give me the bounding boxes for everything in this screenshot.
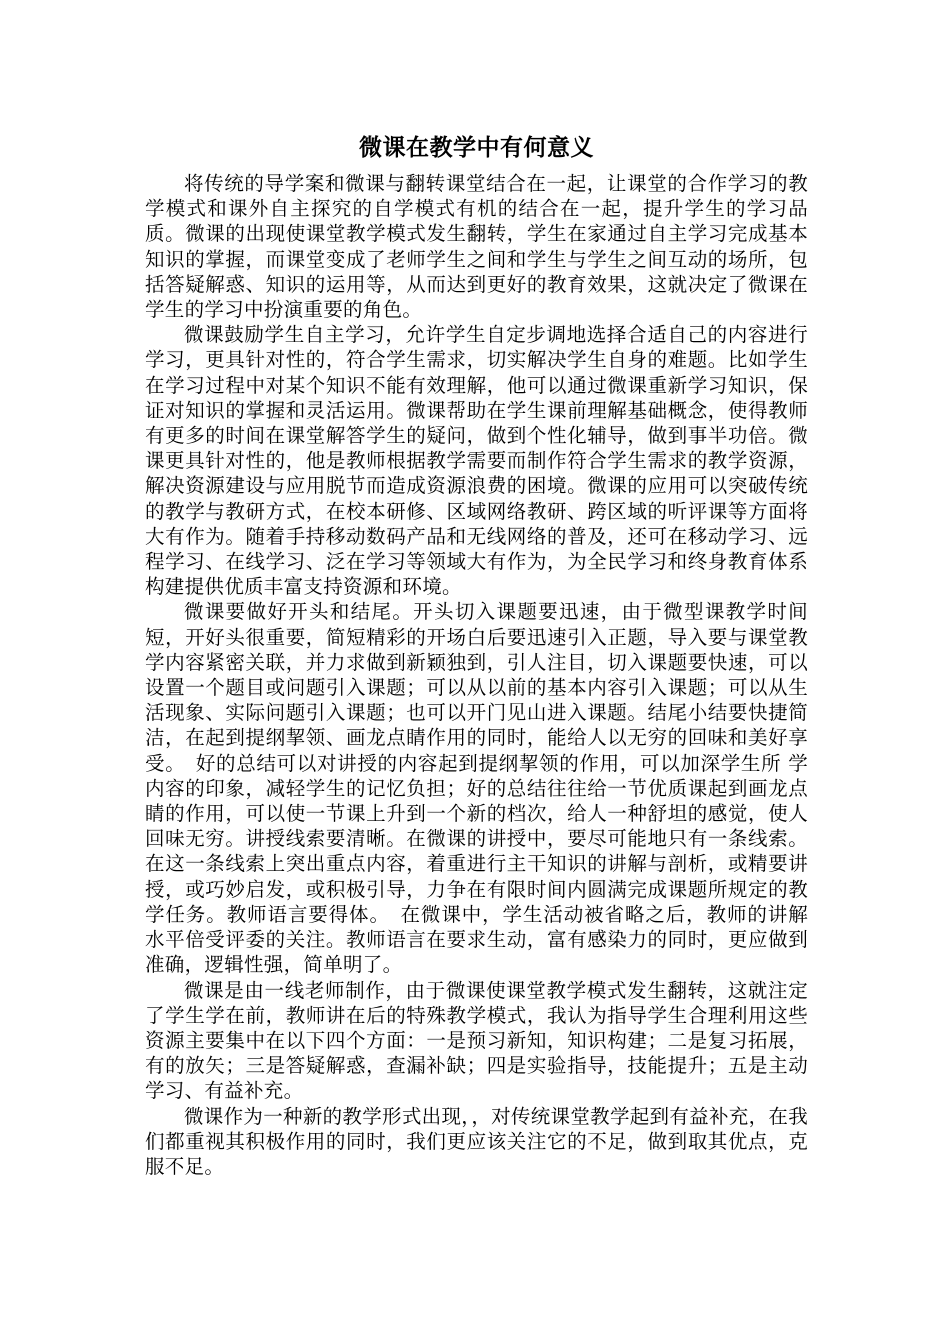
document-page [145,132,808,1179]
paragraph-1: 将传统的导学案和微课与翻转课堂结合在一起，让课堂的合作学习的教学模式和课外自主探究的自学模式有机的结合在一起，提升学生的学习品质。微课的出现使课堂教学模式发生翻转，学生在家通过自主学习完成基本知识的掌握，而课堂变成了老师学生之间和学生与学生之间互动的场所，包括答疑解惑、知识的运用等，从而达到更好的教育效果，这就决定了微课在学生的学习中扮演重要的角色。 [145,172,808,322]
paragraph-4: 微课是由一线老师制作，由于微课使课堂教学模式发生翻转，这就注定了学生学在前，教师讲在后的特殊教学模式，我认为指导学生合理利用这些资源主要集中在以下四个方面：一是预习新知，知识构建；二是复习拓展，有的放矢；三是答疑解惑，查漏补缺；四是实验指导，技能提升；五是主动学习、有益补充。 [145,978,808,1103]
paragraph-2: 微课鼓励学生自主学习，允许学生自定步调地选择合适自己的内容进行学习，更具针对性的，符合学生需求，切实解决学生自身的难题。比如学生在学习过程中对某个知识不能有效理解，他可以通过微课重新学习知识，保证对知识的掌握和灵活运用。微课帮助在学生课前理解基础概念，使得教师有更多的时间在课堂解答学生的疑问，做到个性化辅导，做到事半功倍。微课更具针对性的，他是教师根据教学需要而制作符合学生需求的教学资源，解决资源建设与应用脱节而造成资源浪费的困境。微课的应用可以突破传统的教学与教研方式，在校本研修、区域网络教研、跨区域的听评课等方面将大有作为。随着手持移动数码产品和无线网络的普及，还可在移动学习、远程学习、在线学习、泛在学习等领域大有作为，为全民学习和终身教育体系构建提供优质丰富支持资源和环境。 [145,323,808,599]
paragraph-5: 微课作为一种新的教学形式出现，，对传统课堂教学起到有益补充，在我们都重视其积极作用的同时，我们更应该关注它的不足，做到取其优点，克服不足。 [145,1104,808,1178]
paragraph-3: 微课要做好开头和结尾。开头切入课题要迅速，由于微型课教学时间短，开好头很重要，简短精彩的开场白后要迅速引入正题，导入要与课堂教学内容紧密关联，并力求做到新颖独到，引人注目，切入课题要快速，可以设置一个题目或问题引入课题；可以从以前的基本内容引入课题；可以从生活现象、实际问题引入课题；也可以开门见山进入课题。结尾小结要快捷简洁，在起到提纲挈领、画龙点睛作用的同时，能给人以无穷的回味和美好享受。 好的总结可以对讲授的内容起到提纲挈领的作用，可以加深学生所 学内容的印象，减轻学生的记忆负担；好的总结往往给一节优质课起到画龙点睛的作用，可以使一节课上升到一个新的档次，给人一种舒坦的感觉，使人回味无穷。讲授线索要清晰。在微课的讲授中，要尽可能地只有一条线索。在这一条线索上突出重点内容，着重进行主干知识的讲解与剖析，或精要讲授，或巧妙启发，或积极引导，力争在有限时间内圆满完成课题所规定的教学任务。教师语言要得体。 在微课中，学生活动被省略之后，教师的讲解水平倍受评委的关注。教师语言在要求生动，富有感染力的同时，更应做到准确，逻辑性强，简单明了。 [145,600,808,977]
document-title: 微课在教学中有何意义 [359,134,594,161]
